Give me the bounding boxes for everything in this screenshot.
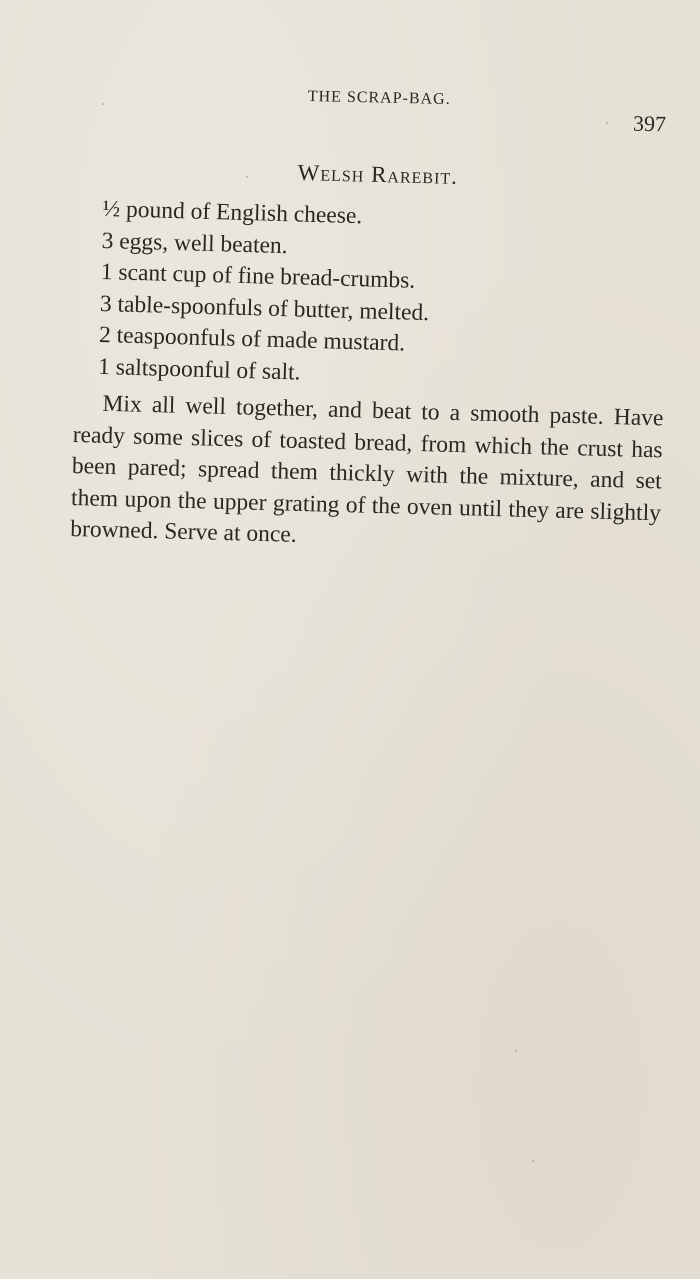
paper-speck xyxy=(102,103,104,105)
paper-speck xyxy=(515,1050,517,1052)
paper-speck xyxy=(246,176,248,178)
ingredient-item: ½ pound of English cheese. xyxy=(102,195,363,230)
page-number: 397 xyxy=(632,110,667,137)
ingredient-item: 1 saltspoonful of salt. xyxy=(97,353,301,386)
running-head: THE SCRAP-BAG. xyxy=(307,88,451,108)
paper-speck xyxy=(532,1160,534,1162)
recipe-title: Welsh Rarebit. xyxy=(297,160,459,189)
ingredient-item: 2 teaspoonfuls of made mustard. xyxy=(98,321,406,357)
recipe-method: Mix all well together, and beat to a smooth paste. Have ready some slices of toasted bread, from which the crust has been pared; spread them thickly with the mixture, and set them upon the upper grating of the oven until they are slightly browned. Serve at once. xyxy=(69,390,664,548)
ingredient-item: 1 scant cup of fine bread-crumbs. xyxy=(100,258,416,294)
ingredient-item: 3 eggs, well beaten. xyxy=(101,227,288,259)
ingredient-list xyxy=(98,194,432,392)
ingredient-item: 3 table-spoonfuls of butter, melted. xyxy=(99,290,430,326)
paper-speck xyxy=(606,122,608,124)
